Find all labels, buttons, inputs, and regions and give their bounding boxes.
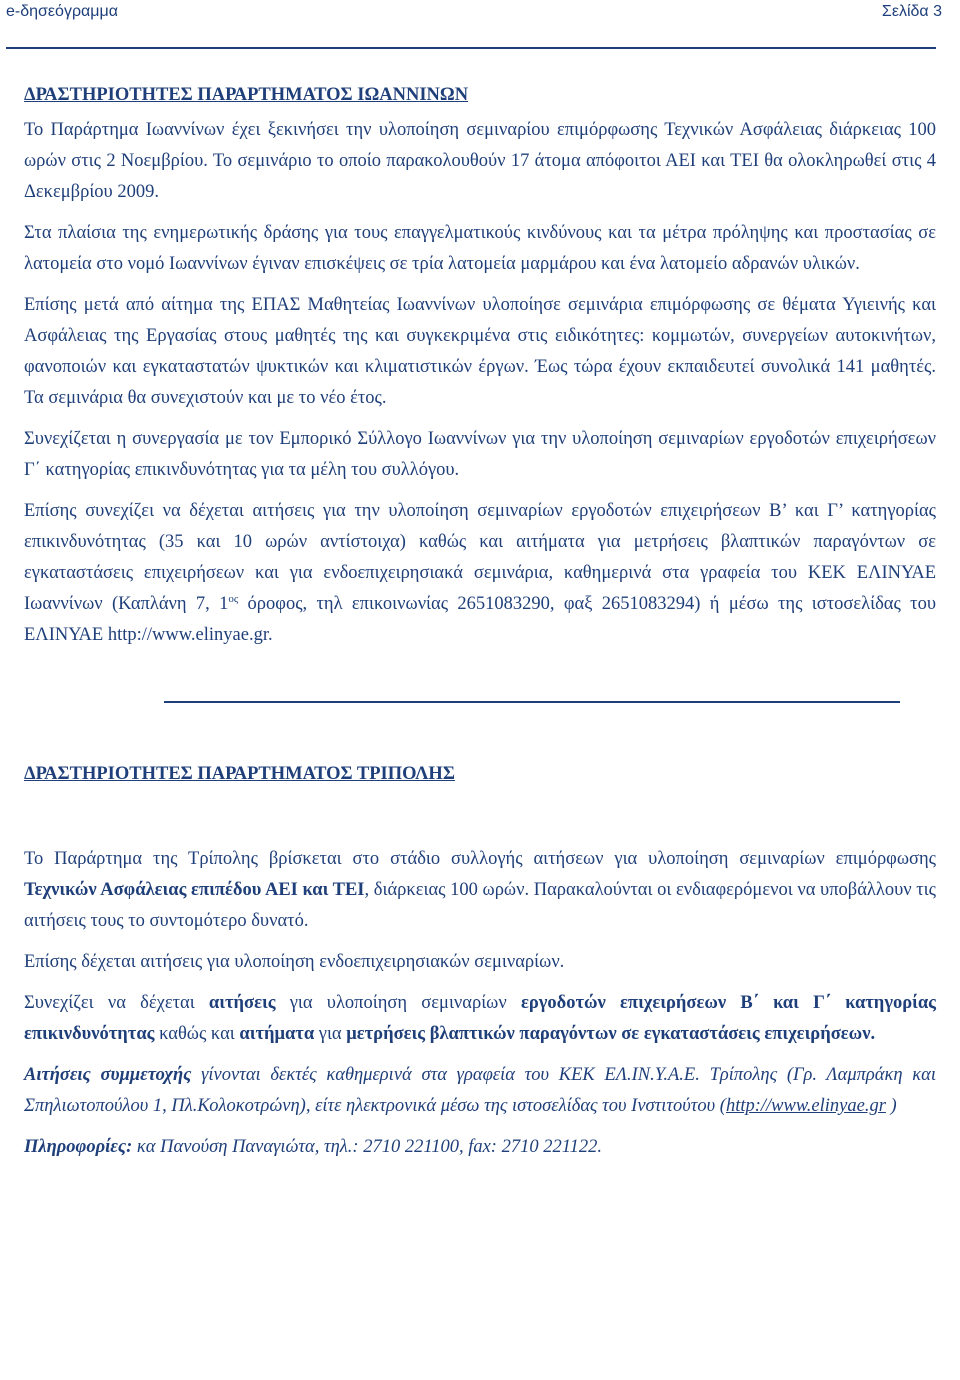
tripoli-paragraph-3 [24,988,936,1050]
tripoli-p3-part-c: για υλοποίηση σεμιναρίων [275,993,521,1013]
ioannina-p5-part-a: Επίσης συνεχίζει να δέχεται αιτήσεις για την υλοποίηση σεμιναρίων εργοδοτών επιχειρήσεων Β’ και Γ’ κατηγορίας επικινδυνότητας (35 και 10 ωρών αντίστοιχα) καθώς και αιτήματα για μετρήσεις βλαπτικών παραγόντων σε εγκαταστάσεις επιχειρήσεων και για ενδοεπιχειρησιακά σεμινάρια, καθημερινά στα γραφεία του ΚΕΚ ΕΛΙΝΥΑΕ Ιωαννίνων (Καπλάνη 7, 1 [24,501,936,614]
tripoli-p3-bold-3: αιτήματα [239,1024,315,1044]
tripoli-p3-bold-2: εργοδοτών επιχειρήσεων Β΄ και Γ΄ κατηγορίας επικινδυνότητας [24,993,936,1044]
header-rule [6,47,936,49]
tripoli-paragraph-4 [24,1060,936,1122]
header-page-label: Σελίδα 3 [881,3,942,20]
tripoli-p1-part-b: , διάρκειας 100 ωρών. Παρακαλούνται οι ενδιαφερόμενοι να υποβάλλουν τις αιτήσεις τους το συντομότερο δυνατό. [24,880,936,931]
page-header [0,0,960,30]
tripoli-p3-part-a: Συνεχίζει να δέχεται [24,993,209,1013]
tripoli-paragraph-2: Επίσης δέχεται αιτήσεις για υλοποίηση ενδοεπιχειρησιακών σεμιναρίων. [24,952,565,972]
ioannina-paragraph-1: Το Παράρτημα Ιωαννίνων έχει ξεκινήσει την υλοποίηση σεμιναρίου επιμόρφωσης Τεχνικών Ασφάλειας διάρκειας 100 ωρών στις 2 Νοεμβρίου. Το σεμινάριο το οποίο παρακολουθούν 17 άτομα απόφοιτοι ΑΕΙ και ΤΕΙ θα ολοκληρωθεί στις 4 Δεκεμβρίου 2009. [24,120,936,202]
tripoli-paragraph-5 [24,1132,936,1163]
ioannina-paragraph-3: Επίσης μετά από αίτημα της ΕΠΑΣ Μαθητείας Ιωαννίνων υλοποίησε σεμινάρια επιμόρφωσης σε θέματα Υγιεινής και Ασφάλειας της Εργασίας στους μαθητές της και συγκεκριμένα στις ειδικότητες: κομμωτών, συνεργείων αυτοκινήτων, φανοποιών και εγκαταστατών ψυκτικών και κλιματιστικών έργων. Έως τώρα έχουν εκπαιδευτεί συνολικά 141 μαθητές. Τα σεμινάρια θα συνεχιστούν και με το νέο έτος. [24,295,936,408]
ioannina-p5-part-b: όροφος, τηλ επικοινωνίας 2651083290, φαξ 2651083294) ή μέσω της ιστοσελίδας του ΕΛΙΝΥΑΕ http://www.elinyae.gr. [24,594,936,645]
tripoli-p4-text: γίνονται δεκτές καθημερινά στα γραφεία του ΚΕΚ ΕΛ.ΙΝ.Υ.Α.Ε. Τρίπολης (Γρ. Λαμπράκη και Σπηλιωτοπούλου 1, Πλ.Κολοκοτρώνη), είτε ηλεκτρονικά μέσω της ιστοσελίδας του Ινστιτούτου ( [24,1065,936,1116]
tripoli-p5-text: κα Πανούση Παναγιώτα, τηλ.: 2710 221100, fax: 2710 221122. [132,1137,602,1157]
ioannina-p5-superscript: ος [228,592,239,605]
tripoli-section-title: ΔΡΑΣΤΗΡΙΟΤΗΤΕΣ ΠΑΡΑΡΤΗΜΑΤΟΣ ΤΡΙΠΟΛΗΣ [24,764,455,784]
tripoli-p3-bold-4: μετρήσεις βλαπτικών παραγόντων σε εγκαταστάσεις επιχειρήσεων. [346,1024,876,1044]
tripoli-p5-bold: Πληροφορίες: [24,1137,133,1157]
elinyae-website-link[interactable]: http://www.elinyae.gr [725,1096,886,1116]
tripoli-paragraph-1 [24,844,936,937]
document-body [24,80,936,1173]
section-divider [164,701,900,703]
tripoli-p4-bold: Αιτήσεις συμμετοχής [24,1065,192,1085]
ioannina-paragraph-2: Στα πλαίσια της ενημερωτικής δράσης για τους επαγγελματικούς κινδύνους και τα μέτρα πρόληψης και προστασίας σε λατομεία στο νομό Ιωαννίνων έγιναν επισκέψεις σε τρία λατομεία μαρμάρου και ένα λατομείο αδρανών υλικών. [24,223,936,274]
header-app-name: e-δησεόγραμμα [6,3,118,20]
tripoli-p4-end: ) [885,1096,897,1116]
ioannina-paragraph-4: Συνεχίζεται η συνεργασία με τον Εμπορικό Σύλλογο Ιωαννίνων για την υλοποίηση σεμιναρίων εργοδοτών επιχειρήσεων Γ΄ κατηγορίας επικινδυνότητας για τα μέλη του συλλόγου. [24,429,936,480]
tripoli-p3-part-e: για [314,1024,347,1044]
tripoli-p3-bold-1: αιτήσεις [208,993,276,1013]
tripoli-p3-part-d: καθώς και [154,1024,240,1044]
ioannina-section-title: ΔΡΑΣΤΗΡΙΟΤΗΤΕΣ ΠΑΡΑΡΤΗΜΑΤΟΣ ΙΩΑΝΝΙΝΩΝ [24,85,469,105]
tripoli-p1-bold: Τεχνικών Ασφάλειας επιπέδου ΑΕΙ και ΤΕΙ [24,880,365,900]
ioannina-paragraph-5 [24,496,936,651]
tripoli-p1-part-a: Το Παράρτημα της Τρίπολης βρίσκεται στο στάδιο συλλογής αιτήσεων για υλοποίηση σεμιναρίων επιμόρφωσης [24,849,936,869]
